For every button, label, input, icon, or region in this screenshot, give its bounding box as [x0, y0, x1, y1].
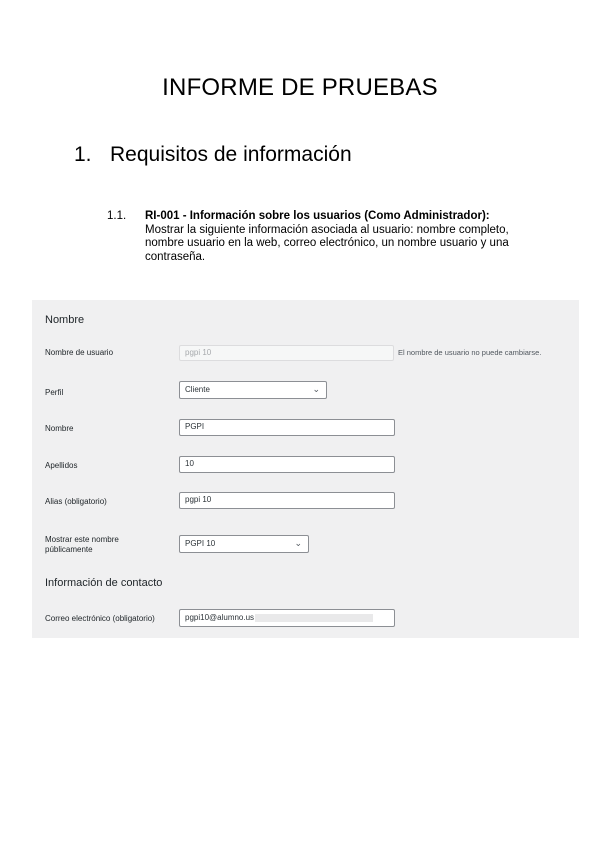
email-value: pgpi10@alumno.us: [185, 613, 255, 622]
username-note: El nombre de usuario no puede cambiarse.: [398, 348, 542, 357]
document-title: INFORME DE PRUEBAS: [162, 74, 438, 101]
section-title: Requisitos de información: [110, 143, 352, 166]
nickname-input[interactable]: pgpi 10: [179, 492, 395, 509]
role-label: Perfil: [45, 388, 64, 397]
role-select-value: Cliente: [185, 385, 210, 394]
email-input[interactable]: [179, 609, 395, 627]
username-label: Nombre de usuario: [45, 348, 114, 357]
role-select[interactable]: [179, 381, 327, 399]
user-profile-screenshot: [32, 300, 579, 638]
requirement-block: [107, 210, 527, 264]
requirement-description: Mostrar la siguiente información asociada al usuario: nombre completo, nombre usuario en la web, correo electrónico, un nombre usuario y una contraseña.: [145, 223, 509, 263]
section-number: 1.: [74, 143, 92, 166]
display-name-label: Mostrar este nombre públicamente: [45, 535, 119, 554]
last-name-label: Apellidos: [45, 461, 78, 470]
nickname-label: Alias (obligatorio): [45, 497, 107, 506]
first-name-input[interactable]: PGPI: [179, 419, 395, 436]
username-input: pgpi 10: [179, 345, 394, 361]
requirement-title: RI-001 - Información sobre los usuarios (Como Administrador):: [145, 210, 490, 222]
contact-section-heading: Información de contacto: [45, 577, 163, 589]
chevron-down-icon: ⌄: [312, 384, 320, 394]
name-section-heading: Nombre: [45, 314, 85, 326]
last-name-input[interactable]: 10: [179, 456, 395, 473]
email-label: Correo electrónico (obligatorio): [45, 614, 155, 623]
section-heading: [74, 143, 352, 167]
redacted-area: [255, 614, 373, 622]
display-name-select[interactable]: [179, 535, 309, 553]
first-name-label: Nombre: [45, 424, 74, 433]
requirement-number: 1.1.: [107, 210, 127, 222]
chevron-down-icon: ⌄: [294, 538, 302, 548]
display-name-select-value: PGPI 10: [185, 539, 216, 548]
